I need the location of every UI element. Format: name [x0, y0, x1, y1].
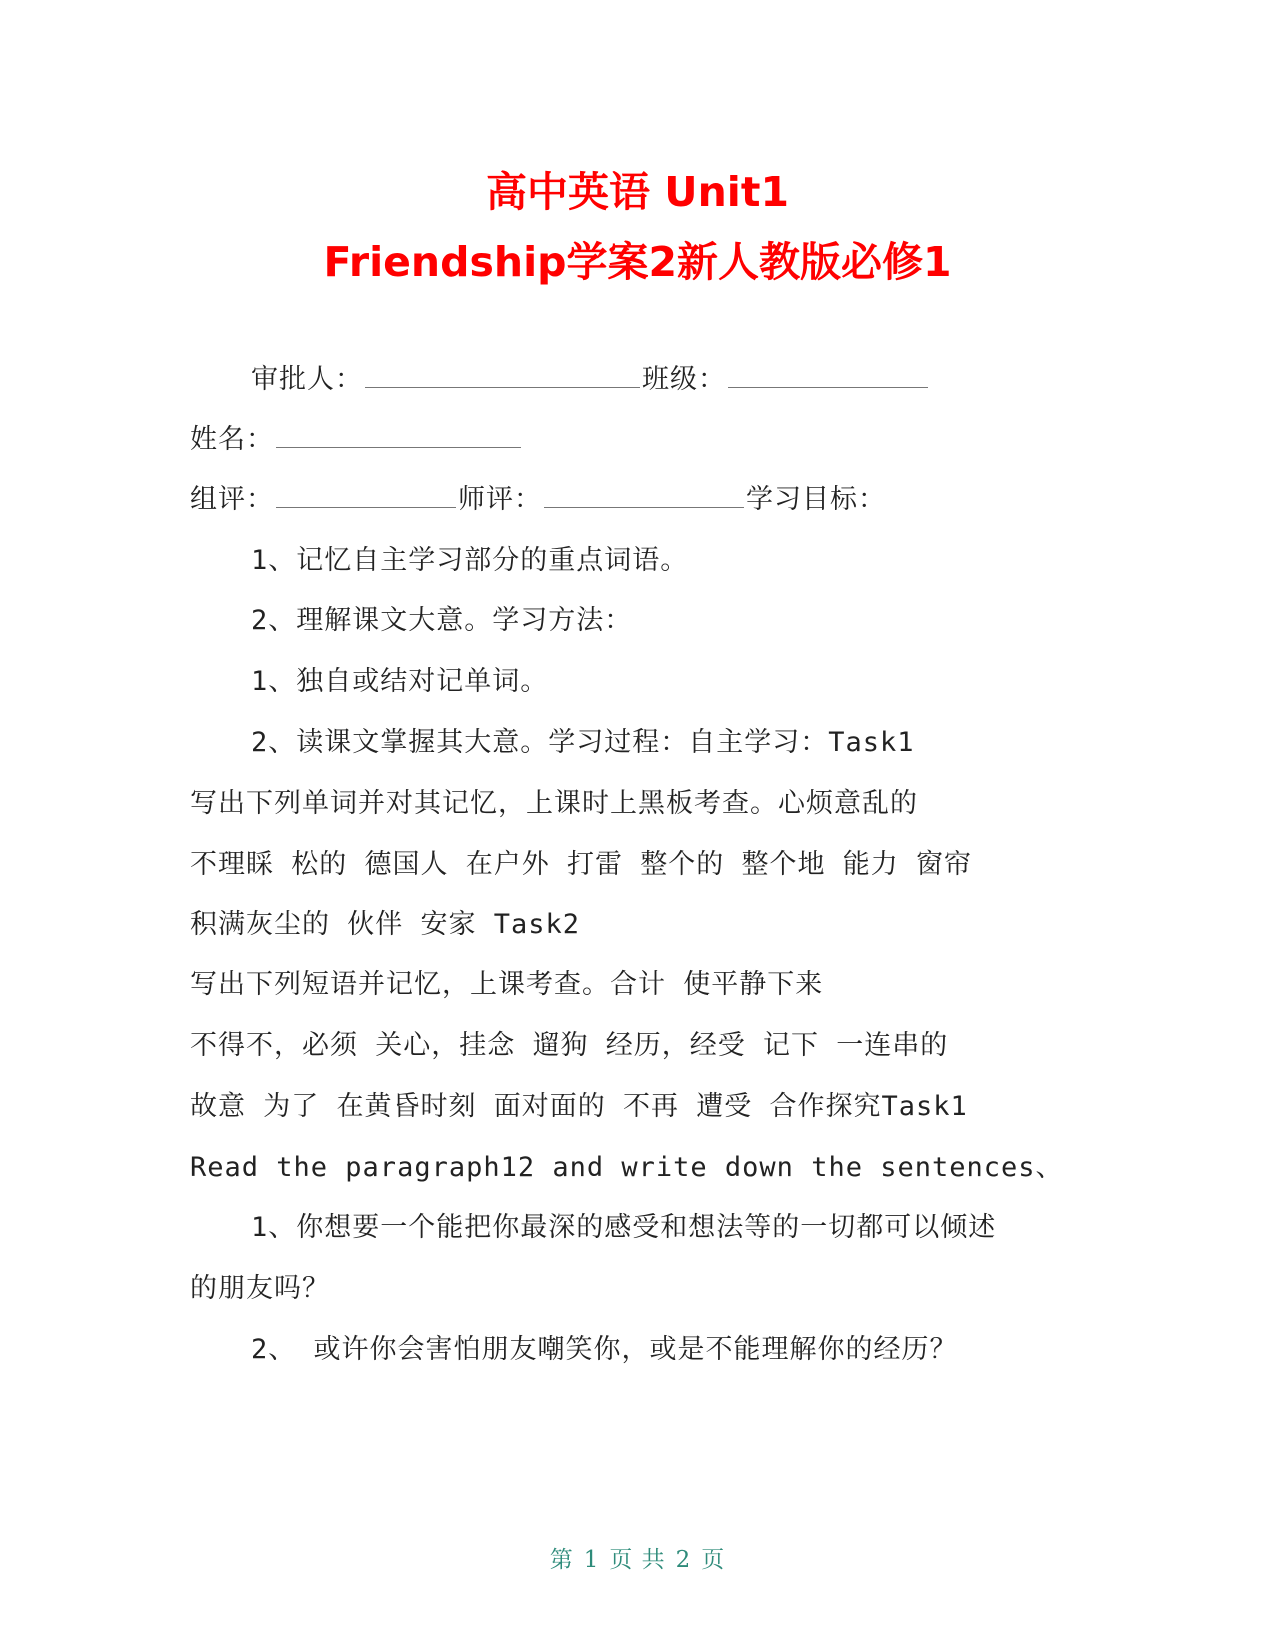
class-label: 班级： — [642, 364, 726, 395]
question-1-line-1: 1、你想要一个能把你最深的感受和想法等的一切都可以倾述 — [251, 1212, 997, 1243]
goal-2: 2、理解课文大意。学习方法： — [251, 605, 633, 636]
task2-line-3: 故意 为了 在黄昏时刻 面对面的 不再 遭受 合作探究Task1 — [190, 1091, 968, 1122]
name-row — [190, 420, 523, 460]
footer-middle: 页 共 — [609, 1547, 666, 1573]
approver-label: 审批人： — [251, 364, 363, 395]
teacher-review-blank — [544, 481, 744, 508]
question-2-line-1: 2、 或许你会害怕朋友嘲笑你，或是不能理解你的经历？ — [251, 1334, 958, 1365]
method-2: 2、读课文掌握其大意。学习过程：自主学习：Task1 — [251, 727, 915, 758]
goals-label: 学习目标： — [746, 484, 886, 515]
footer-suffix: 页 — [701, 1547, 726, 1573]
class-blank — [728, 361, 928, 388]
question-1-line-2: 的朋友吗？ — [190, 1273, 330, 1304]
name-label: 姓名： — [190, 424, 274, 455]
footer-prefix: 第 — [549, 1547, 574, 1573]
task1-line-1: 写出下列单词并对其记忆，上课时上黑板考查。心烦意乱的 — [190, 788, 918, 819]
group-review-blank — [276, 481, 456, 508]
page-footer — [0, 1545, 1275, 1575]
review-row — [190, 480, 886, 520]
method-1: 1、独自或结对记单词。 — [251, 666, 549, 697]
group-review-label: 组评： — [190, 484, 274, 515]
goal-1: 1、记忆自主学习部分的重点词语。 — [251, 545, 689, 576]
footer-total-pages: 2 — [675, 1547, 692, 1573]
english-instruction: Read the paragraph12 and write down the sentences、 — [190, 1152, 1064, 1183]
task1-line-2: 不理睬 松的 德国人 在户外 打雷 整个的 整个地 能力 窗帘 — [190, 849, 973, 880]
approver-blank — [365, 361, 640, 388]
document-title-line-2: Friendship学案2新人教版必修1 — [323, 238, 952, 286]
footer-current-page: 1 — [583, 1547, 600, 1573]
approver-class-row — [251, 360, 930, 400]
teacher-review-label: 师评： — [458, 484, 542, 515]
task2-line-2: 不得不，必须 关心，挂念 遛狗 经历，经受 记下 一连串的 — [190, 1030, 949, 1061]
document-title-line-1: 高中英语 Unit1 — [486, 168, 789, 216]
task1-line-3: 积满灰尘的 伙伴 安家 Task2 — [190, 909, 581, 940]
task2-line-1: 写出下列短语并记忆，上课考查。合计 使平静下来 — [190, 969, 824, 1000]
name-blank — [276, 421, 521, 448]
